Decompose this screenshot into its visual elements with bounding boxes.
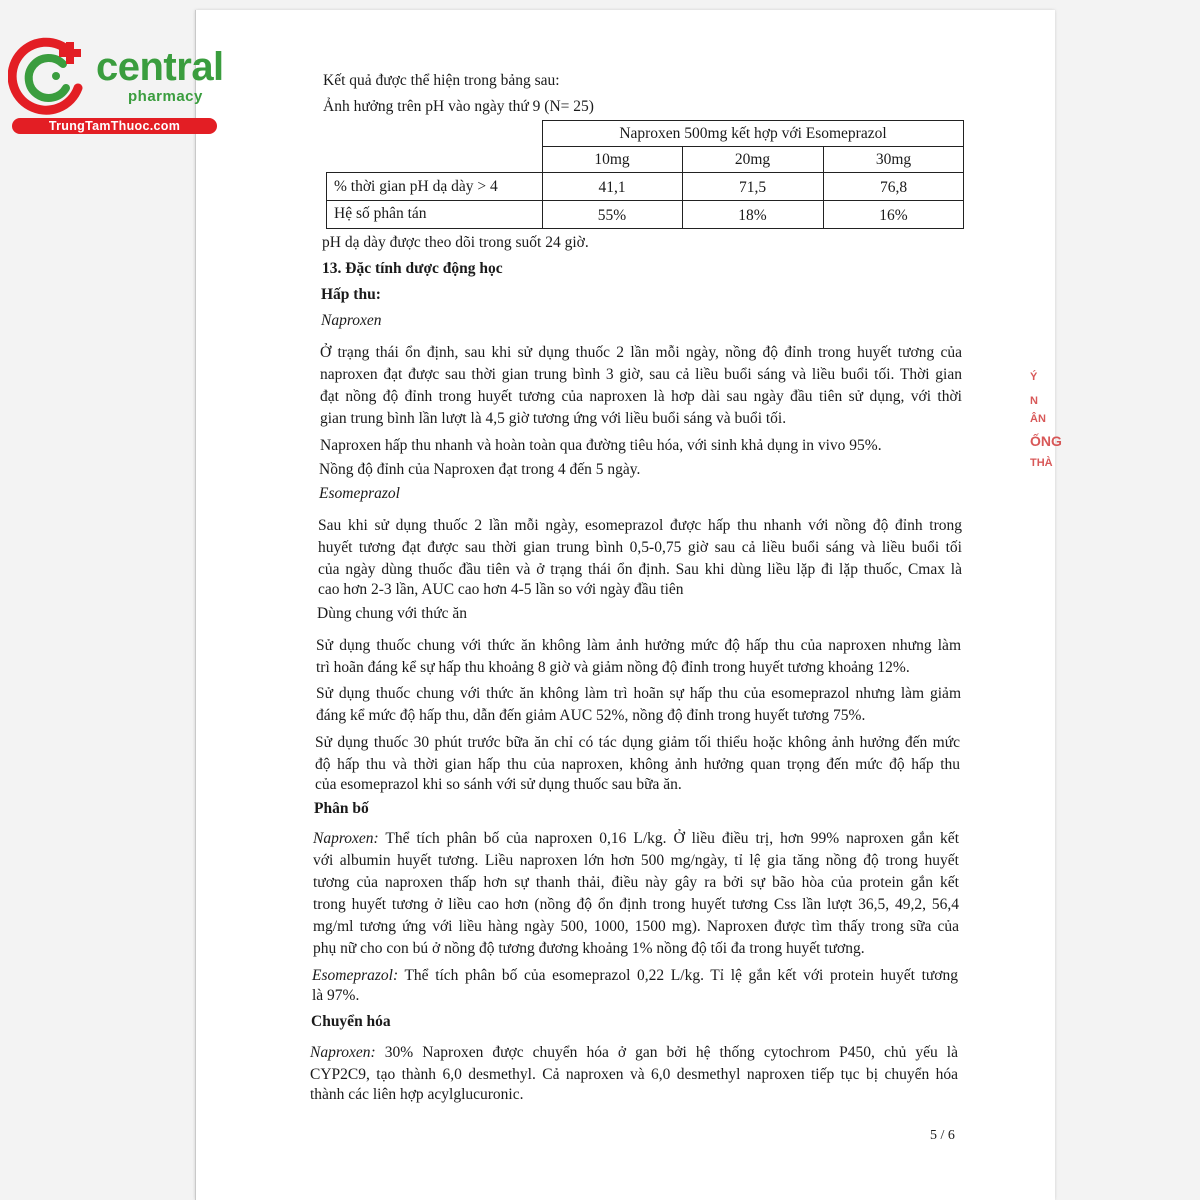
logo-brand-text: central <box>96 45 224 89</box>
intro-line-2: Ảnh hưởng trên pH vào ngày thứ 9 (N= 25) <box>323 98 594 115</box>
table-cell: 18% <box>738 207 767 224</box>
distribution-naproxen-line: trong huyết tương ở liều cao hơn (nồng độ ổn định trong huyết tương Css lần lượt 36,5, 49,2, 56,4 <box>313 896 959 913</box>
table-cell: 55% <box>597 207 627 224</box>
table-cell: 71,5 <box>738 179 767 196</box>
absorption-naproxen-line: gian trung bình lần lượt là 4,5 giờ tương ứng với liều buổi sáng và buổi tối. <box>320 410 787 427</box>
table-line <box>542 146 964 147</box>
absorption-naproxen-line: naproxen đạt được sau thời gian trung bình 3 giờ, sau cả liều buổi sáng và liều buổi tối. Thời gian <box>320 366 962 383</box>
distribution-naproxen-line: tương của naproxen thấp hơn sự thanh thải, điều này gây ra bởi sự bão hòa của protein gắn kết <box>313 874 959 891</box>
absorption-esomeprazol-line: của ngày dùng thuốc đầu tiên và ở trạng thái ổn định. Sau khi dùng liều lặp đi lặp thuốc, Cmax là <box>318 561 962 578</box>
metabolism-text: 30% Naproxen được chuyển hóa ở gan bởi hệ thống cytochrom P450, chủ yếu là <box>375 1044 958 1061</box>
naproxen-subheading: Naproxen <box>321 312 382 329</box>
table-line <box>542 120 964 121</box>
food-subheading: Dùng chung với thức ăn <box>317 605 468 622</box>
pre-meal-line: Sử dụng thuốc 30 phút trước bữa ăn chỉ có tác dụng giảm tối thiểu hoặc không ảnh hưởng đến mức <box>315 734 960 751</box>
absorption-esomeprazol-line: cao hơn 2-3 lần, AUC cao hơn 4-5 lần so với ngày đầu tiên <box>318 581 684 598</box>
ph-note: pH dạ dày được theo dõi trong suốt 24 giờ. <box>322 234 589 251</box>
table-header: Naproxen 500mg kết hợp với Esomeprazol <box>619 125 887 142</box>
table-cell: 41,1 <box>598 179 626 196</box>
metabolism-naproxen-label: Naproxen: <box>310 1044 376 1061</box>
naproxen-label: Naproxen: <box>313 830 379 847</box>
metabolism-line: CYP2C9, tạo thành 6,0 desmethyl. Cả naproxen và 6,0 desmethyl naproxen tiếp tục bị chuyển hóa <box>310 1066 958 1083</box>
food-esomeprazol-line: Sử dụng thuốc chung với thức ăn không làm trì hoãn sự hấp thu của esomeprazol nhưng làm giảm <box>316 685 961 702</box>
table-line <box>326 172 327 229</box>
table-cell: 16% <box>879 207 908 224</box>
absorption-naproxen-line: Ở trạng thái ổn định, sau khi sử dụng thuốc 2 lần mỗi ngày, nồng độ đỉnh trong huyết tương của <box>320 344 962 361</box>
ph-effect-table <box>326 120 964 230</box>
absorption-esomeprazol-line: Sau khi sử dụng thuốc 2 lần mỗi ngày, esomeprazol được hấp thu nhanh với nồng độ đỉnh trong <box>318 517 962 534</box>
stamp-text: N <box>1030 395 1038 407</box>
esomeprazol-label: Esomeprazol: <box>312 967 399 984</box>
table-dose: 30mg <box>875 151 912 168</box>
stamp-text: THÀ <box>1030 457 1053 469</box>
stamp-text: ÂN <box>1030 413 1046 425</box>
distribution-naproxen-line: mg/ml tương ứng với liều hàng ngày 500, 1000, 1500 mg). Naproxen được tìm thấy trong sữa của <box>313 918 959 935</box>
logo-sub-text: pharmacy <box>128 88 203 105</box>
distribution-esomeprazol-line <box>312 966 958 986</box>
distribution-esomeprazol-line: là 97%. <box>312 987 360 1004</box>
intro-line-1: Kết quả được thể hiện trong bảng sau: <box>323 72 560 89</box>
pre-meal-line: độ hấp thu và thời gian hấp thu của naproxen, không ảnh hưởng quan trọng đến mức độ hấp thu <box>315 756 960 773</box>
section-title: 13. Đặc tính dược động học <box>322 260 503 277</box>
table-row-label: % thời gian pH dạ dày > 4 <box>334 178 498 195</box>
table-dose: 20mg <box>734 151 771 168</box>
logo-site-url[interactable]: TrungTamThuoc.com <box>12 118 217 134</box>
food-esomeprazol-line: đáng kể mức độ hấp thu, dẫn đến giảm AUC 52%, nồng độ đỉnh trong huyết tương 75%. <box>316 707 866 724</box>
food-naproxen-line: Sử dụng thuốc chung với thức ăn không làm ảnh hưởng mức độ hấp thu của naproxen nhưng làm <box>316 637 961 654</box>
esomeprazol-subheading: Esomeprazol <box>319 485 400 502</box>
distribution-esomeprazol-text: Thể tích phân bố của esomeprazol 0,22 L/kg. Tỉ lệ gắn kết với protein huyết tương <box>398 967 958 984</box>
distribution-naproxen-line <box>313 829 959 849</box>
naproxen-bioavailability: Naproxen hấp thu nhanh và hoàn toàn qua đường tiêu hóa, với sinh khả dụng in vivo 95%. <box>320 437 882 454</box>
absorption-esomeprazol-line: huyết tương đạt được sau thời gian trung bình 0,5-0,75 giờ sau cả liều buổi sáng và liều buổi tối <box>318 539 962 556</box>
distribution-naproxen-line: phụ nữ cho con bú ở nồng độ tương đương khoảng 1% nồng độ tối đa trong huyết tương. <box>313 940 865 957</box>
metabolism-line <box>310 1043 958 1063</box>
table-cell: 76,8 <box>879 179 908 196</box>
metabolism-heading: Chuyển hóa <box>311 1013 391 1030</box>
naproxen-peak-time: Nồng độ đỉnh của Naproxen đạt trong 4 đến 5 ngày. <box>319 461 641 478</box>
pre-meal-line: của esomeprazol khi so sánh với sử dụng thuốc sau bữa ăn. <box>315 776 682 793</box>
table-dose: 10mg <box>594 151 630 168</box>
food-naproxen-line: trì hoãn đáng kể sự hấp thu khoảng 8 giờ và giảm nồng độ đỉnh trong huyết tương khoảng 12%. <box>316 659 910 676</box>
page-number: 5 / 6 <box>930 1128 955 1143</box>
absorption-heading: Hấp thu: <box>321 286 381 303</box>
distribution-naproxen-text: Thể tích phân bố của naproxen 0,16 L/kg. Ở liều điều trị, hơn 99% naproxen gắn kết <box>378 830 959 847</box>
table-line <box>326 200 964 201</box>
table-row-label: Hệ số phân tán <box>334 205 427 222</box>
stamp-text: Ý <box>1030 371 1038 383</box>
table-line <box>326 228 964 229</box>
distribution-naproxen-line: với albumin huyết tương. Liều naproxen lớn hơn 500 mg/ngày, tỉ lệ gia tăng nồng độ trong huyết <box>313 852 959 869</box>
stamp-text: ỐNG <box>1030 433 1062 449</box>
distribution-heading: Phân bố <box>314 800 369 817</box>
metabolism-line: thành các liên hợp acylglucuronic. <box>310 1086 524 1103</box>
red-stamp-mark <box>1030 356 1060 506</box>
absorption-naproxen-line: đạt nồng độ đỉnh trong huyết tương của naproxen là hơp dài sau ngày đầu tiên sử dụng, với thời <box>320 388 962 405</box>
table-line <box>326 172 964 173</box>
